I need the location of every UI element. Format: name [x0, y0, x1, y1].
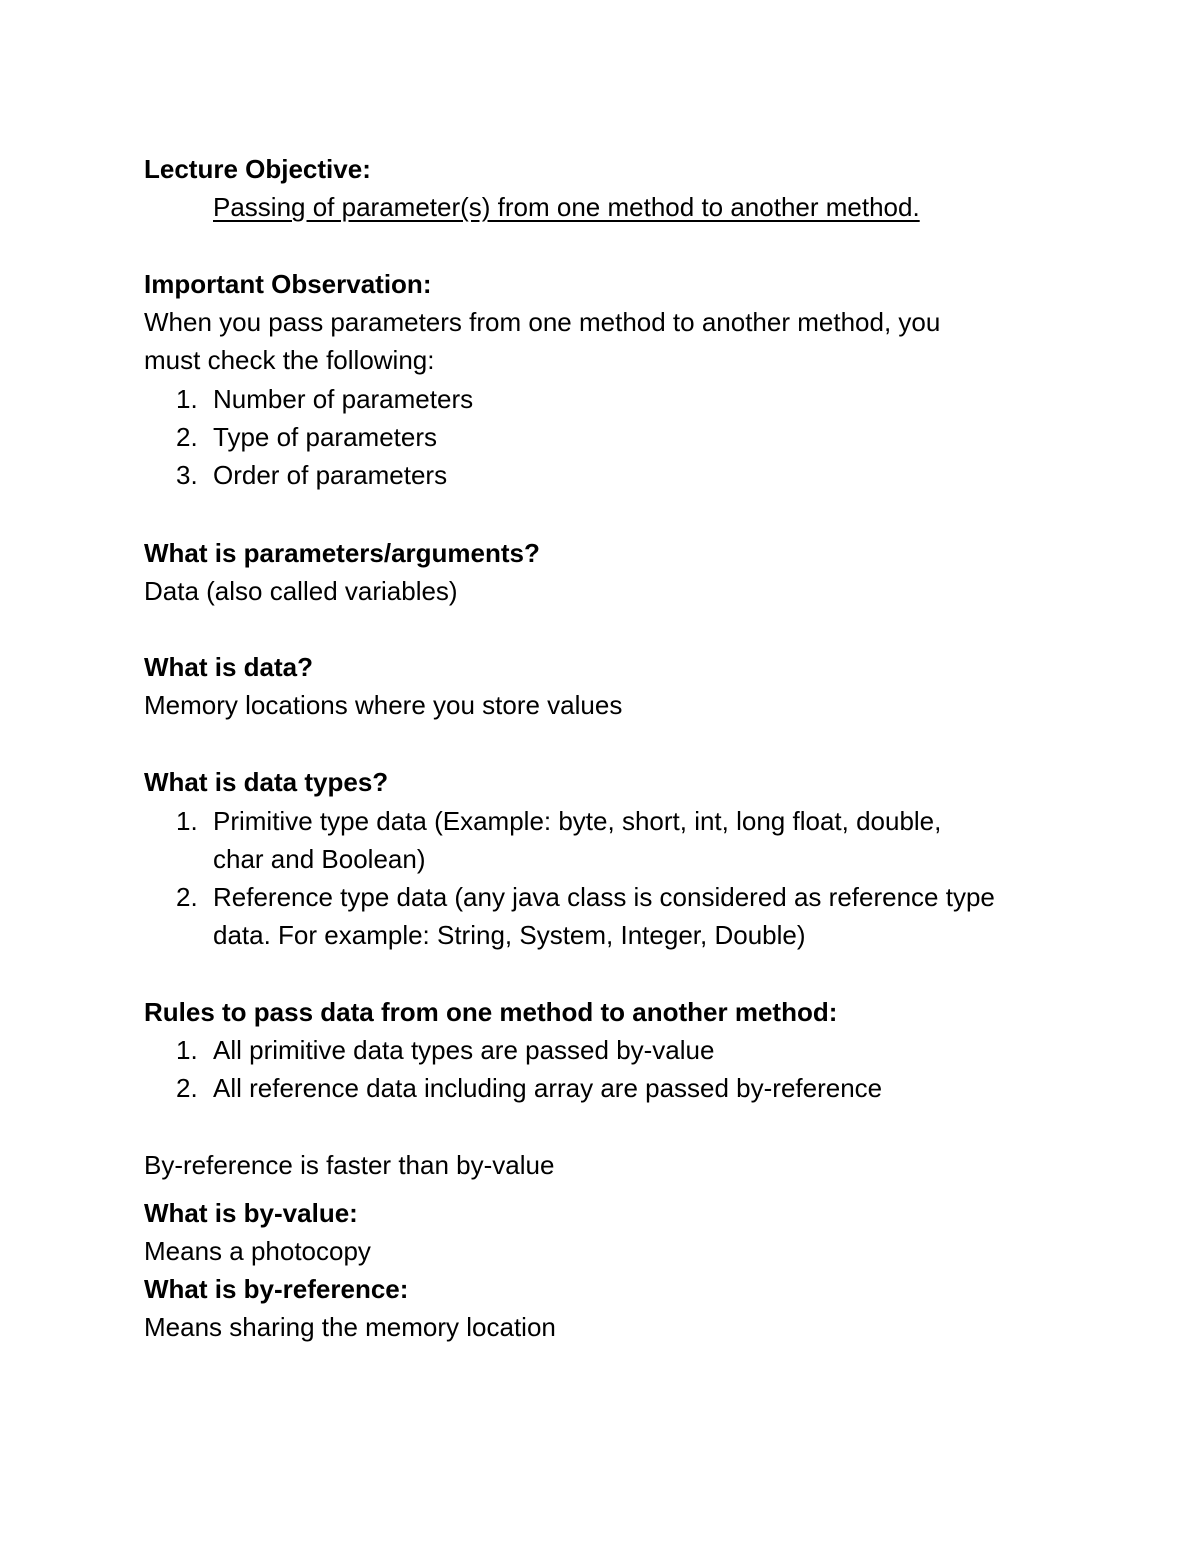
list-item: Number of parameters [213, 384, 474, 414]
by-reference-note: By-reference is faster than by-value [144, 1150, 555, 1180]
list-item: Reference type data (any java class is considered as reference type [213, 882, 995, 912]
list-item: Type of parameters [213, 422, 437, 452]
parameters-answer: Data (also called variables) [144, 576, 458, 606]
by-value-heading: What is by-value: [144, 1198, 358, 1228]
important-observation-heading: Important Observation: [144, 269, 432, 299]
list-item-continuation: data. For example: String, System, Integer, Double) [213, 920, 806, 950]
list-item: Primitive type data (Example: byte, short, int, long float, double, [213, 806, 942, 836]
list-item-number: 2. [176, 422, 198, 452]
list-item: All reference data including array are passed by-reference [213, 1073, 883, 1103]
list-item: Order of parameters [213, 460, 448, 490]
list-item-number: 1. [176, 384, 198, 414]
list-item-number: 1. [176, 806, 198, 836]
list-item-number: 3. [176, 460, 198, 490]
lecture-objective-heading: Lecture Objective: [144, 154, 371, 184]
list-item: All primitive data types are passed by-value [213, 1035, 715, 1065]
data-answer: Memory locations where you store values [144, 690, 623, 720]
list-item-number: 2. [176, 882, 198, 912]
rules-heading: Rules to pass data from one method to another method: [144, 997, 838, 1027]
lecture-objective-text: Passing of parameter(s) from one method to another method. [213, 192, 920, 222]
list-item-number: 2. [176, 1073, 198, 1103]
observation-line-2: must check the following: [144, 345, 435, 375]
list-item-continuation: char and Boolean) [213, 844, 426, 874]
data-heading: What is data? [144, 652, 314, 682]
parameters-heading: What is parameters/arguments? [144, 538, 540, 568]
by-reference-heading: What is by-reference: [144, 1274, 409, 1304]
by-reference-answer: Means sharing the memory location [144, 1312, 556, 1342]
data-types-heading: What is data types? [144, 767, 389, 797]
list-item-number: 1. [176, 1035, 198, 1065]
observation-line-1: When you pass parameters from one method to another method, you [144, 307, 941, 337]
by-value-answer: Means a photocopy [144, 1236, 371, 1266]
